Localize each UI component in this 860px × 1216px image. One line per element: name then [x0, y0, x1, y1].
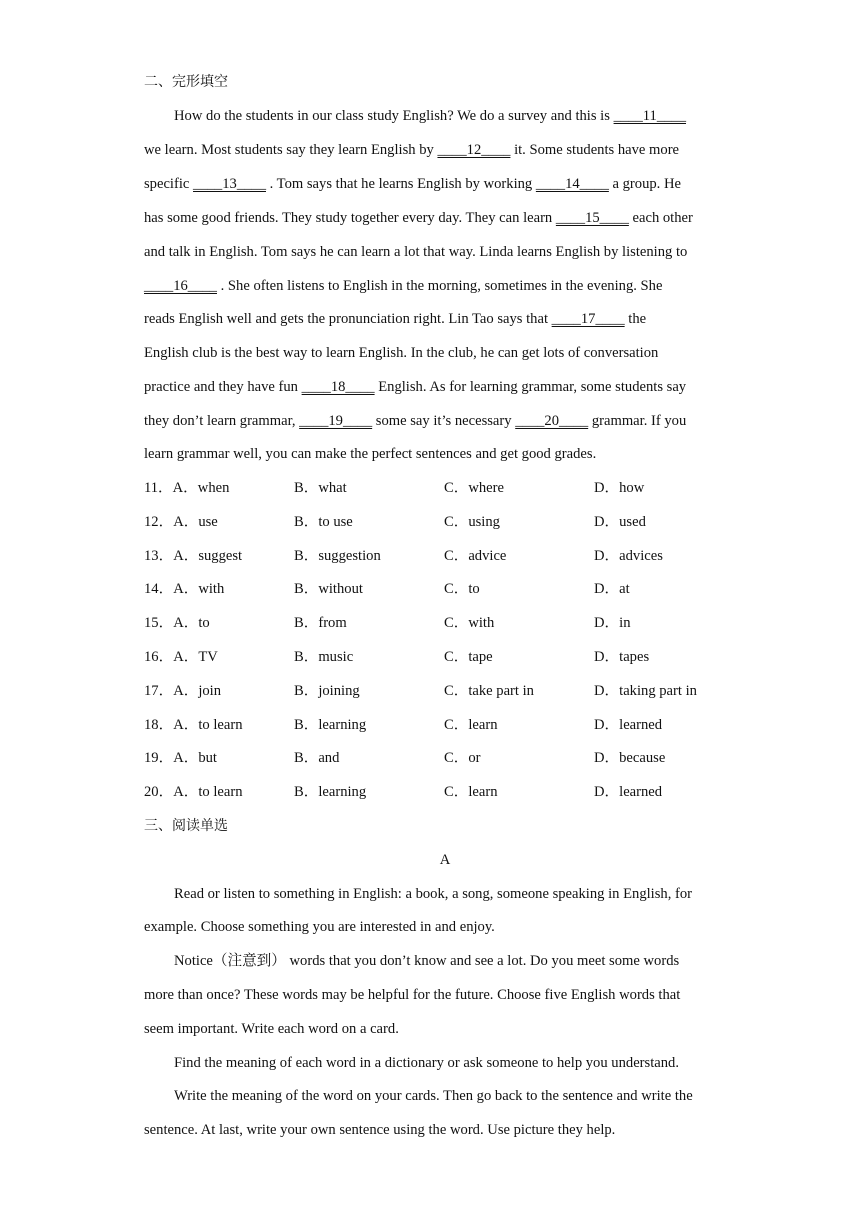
option-c: C．to [444, 581, 480, 597]
passage-label: A [439, 852, 451, 868]
option-d: D．how [594, 480, 645, 496]
reading-line: Write the meaning of the word on your cards. Then go back to the sentence and write the [174, 1088, 693, 1104]
question-row [144, 513, 744, 531]
question-row [144, 783, 744, 801]
passage-text: the [624, 311, 647, 327]
option-a: 19．A．but [144, 750, 217, 766]
option-a: 14．A．with [144, 581, 225, 597]
blank-14: ____14____ [535, 176, 609, 192]
passage-line [144, 209, 693, 227]
passage-line [144, 175, 681, 193]
blank-12: ____12____ [437, 142, 511, 158]
option-c: C．learn [444, 717, 498, 733]
option-c: C．tape [444, 649, 493, 665]
option-c: C．using [444, 514, 500, 530]
option-d: D．taking part in [594, 683, 697, 699]
blank-17: ____17____ [551, 311, 625, 327]
passage-text: grammar. If you [588, 413, 687, 429]
option-d: D．advices [594, 548, 663, 564]
option-c: C．where [444, 480, 504, 496]
reading-line: more than once? These words may be helpful for the future. Choose five English words that [144, 987, 681, 1003]
question-row [144, 547, 744, 565]
reading-line: sentence. At last, write your own sentence using the word. Use picture they help. [144, 1122, 616, 1138]
passage-text: we learn. Most students say they learn English by [144, 142, 438, 158]
option-b: B．joining [294, 683, 360, 699]
option-a: 18．A．to learn [144, 717, 243, 733]
option-c: C．or [444, 750, 481, 766]
blank-18: ____18____ [301, 379, 375, 395]
passage-text: a group. He [608, 176, 681, 192]
passage-line [144, 412, 686, 430]
passage-text: practice and they have fun [144, 379, 302, 395]
reading-line: Read or listen to something in English: a book, a song, someone speaking in English, for [174, 886, 693, 902]
passage-text: some say it’s necessary [372, 413, 516, 429]
section-heading-reading: 三、阅读单选 [144, 818, 228, 834]
option-a: 15．A．to [144, 615, 210, 631]
option-a: 11．A．when [144, 480, 230, 496]
passage-text: . Tom says that he learns English by working [266, 176, 536, 192]
passage-line: and talk in English. Tom says he can learn a lot that way. Linda learns English by listening to [144, 244, 688, 260]
option-b: B．to use [294, 514, 353, 530]
question-row [144, 749, 744, 767]
option-a: 20．A．to learn [144, 784, 243, 800]
option-a: 16．A．TV [144, 649, 218, 665]
option-d: D．learned [594, 717, 663, 733]
question-row [144, 614, 744, 632]
passage-line: English club is the best way to learn English. In the club, he can get lots of conversation [144, 345, 659, 361]
option-a: 12．A．use [144, 514, 218, 530]
question-row [144, 648, 744, 666]
passage-line [144, 310, 646, 328]
blank-16: ____16____ [144, 278, 217, 294]
passage-text: English. As for learning grammar, some students say [374, 379, 687, 395]
option-b: B．learning [294, 717, 367, 733]
passage-text: has some good friends. They study together every day. They can learn [144, 210, 556, 226]
blank-11: ____11____ [613, 108, 687, 124]
reading-line: example. Choose something you are interested in and enjoy. [144, 919, 495, 935]
option-d: D．tapes [594, 649, 650, 665]
passage-text: reads English well and gets the pronunciation right. Lin Tao says that [144, 311, 552, 327]
passage-text: . She often listens to English in the morning, sometimes in the evening. She [216, 278, 663, 294]
option-c: C．advice [444, 548, 507, 564]
passage-line [144, 277, 662, 295]
option-b: B．suggestion [294, 548, 381, 564]
passage-text: How do the students in our class study English? We do a survey and this is [174, 108, 614, 124]
option-d: D．used [594, 514, 646, 530]
question-row [144, 580, 744, 598]
reading-line: Find the meaning of each word in a dictionary or ask someone to help you understand. [174, 1055, 679, 1071]
question-row [144, 716, 744, 734]
section-heading-cloze: 二、完形填空 [144, 74, 228, 90]
passage-text: specific [144, 176, 194, 192]
passage-text: each other [628, 210, 693, 226]
passage-text: it. Some students have more [510, 142, 680, 158]
option-d: D．at [594, 581, 630, 597]
passage-line [174, 107, 686, 125]
blank-15: ____15____ [555, 210, 629, 226]
option-d: D．learned [594, 784, 663, 800]
option-c: C．take part in [444, 683, 534, 699]
option-d: D．because [594, 750, 666, 766]
option-c: C．learn [444, 784, 498, 800]
blank-20: ____20____ [515, 413, 589, 429]
option-b: B．music [294, 649, 354, 665]
passage-line [144, 378, 686, 396]
blank-13: ____13____ [193, 176, 266, 192]
option-b: B．what [294, 480, 347, 496]
option-c: C．with [444, 615, 495, 631]
passage-line [144, 141, 679, 159]
option-b: B．learning [294, 784, 367, 800]
option-a: 13．A．suggest [144, 548, 243, 564]
option-b: B．from [294, 615, 347, 631]
passage-text: they don’t learn grammar, [144, 413, 300, 429]
reading-line: Notice（注意到） words that you don’t know and see a lot. Do you meet some words [174, 953, 680, 969]
option-b: B．without [294, 581, 363, 597]
question-row [144, 682, 744, 700]
option-d: D．in [594, 615, 631, 631]
blank-19: ____19____ [299, 413, 373, 429]
passage-line: learn grammar well, you can make the perfect sentences and get good grades. [144, 446, 597, 462]
option-a: 17．A．join [144, 683, 222, 699]
option-b: B．and [294, 750, 340, 766]
question-row [144, 479, 744, 497]
reading-line: seem important. Write each word on a card. [144, 1021, 399, 1037]
